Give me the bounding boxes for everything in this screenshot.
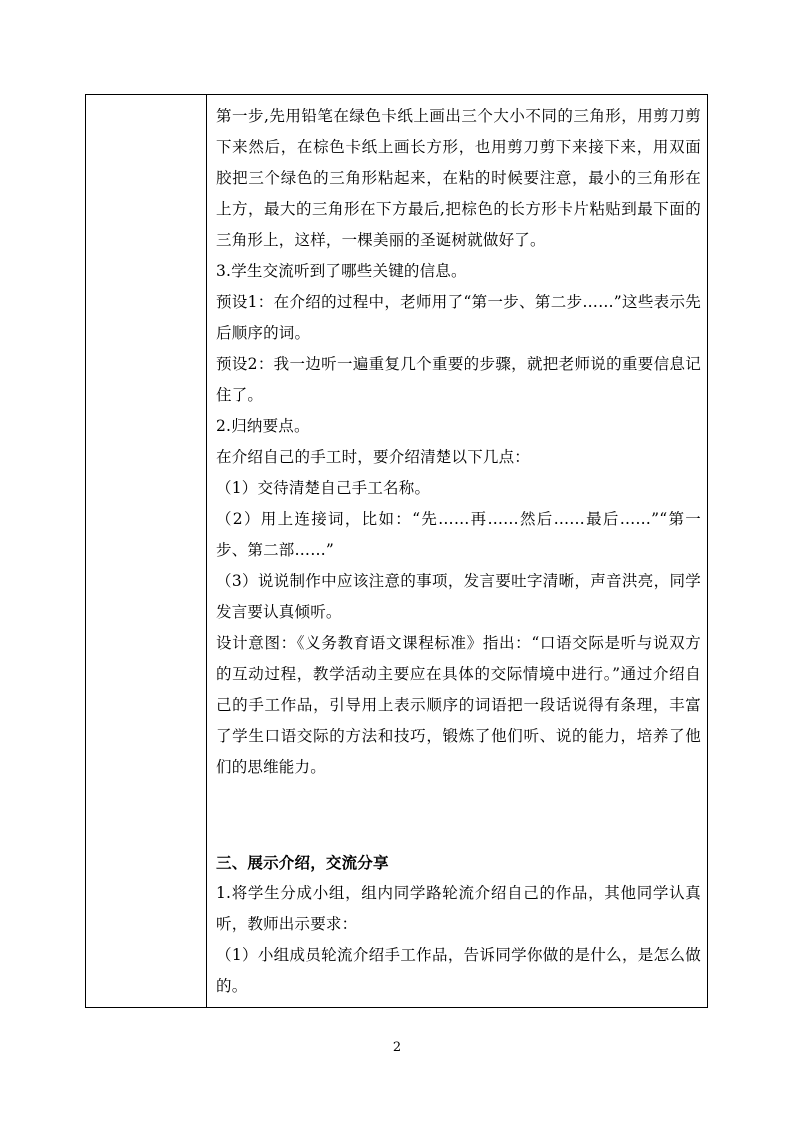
blank-spacer	[216, 783, 701, 847]
paragraph-group-task: 1.将学生分成小组，组内同学路轮流介绍自己的作品，其他同学认真听，教师出示要求：	[216, 884, 701, 933]
paragraph-design-intent: 设计意图：《义务教育语文课程标准》指出：“口语交际是听与说双方的互动过程，教学活动主要应在具体的交际情境中进行。”通过介绍自己的手工作品，引导用上表示顺序的词语把一段话说得有条理，丰富了学生口语交际的方法和技巧，锻炼了他们听、说的能力，培养了他们的思维能力。	[216, 634, 701, 776]
section-heading: 三、展示介绍，交流分享	[216, 853, 389, 872]
paragraph-preset-2: 预设2：我一边听一遍重复几个重要的步骤，就把老师说的重要信息记住了。	[216, 355, 701, 404]
paragraph-requirement-1: （1）小组成员轮流介绍手工作品，告诉同学你做的是什么，是怎么做的。	[216, 946, 701, 995]
paragraph-steps: 第一步,先用铅笔在绿色卡纸上画出三个大小不同的三角形，用剪刀剪下来然后，在棕色卡纸上画长方形，也用剪刀剪下来接下来，用双面胶把三个绿色的三角形粘起来，在粘的时候要注意，最小的三角形在上方，最大的三角形在下方最后,把棕色的长方形卡片粘贴到最下面的三角形上，这样，一棵美丽的圣诞树就做好了。	[216, 107, 701, 249]
paragraph-point-3: （3）说说制作中应该注意的事项，发言要吐字清晰，声音洪亮，同学发言要认真倾听。	[216, 572, 701, 621]
paragraph-point-2: （2）用上连接词，比如：“先……再……然后……最后……”“第一步、第二部……”	[216, 510, 701, 559]
lesson-table	[85, 94, 708, 1008]
paragraph-preset-1: 预设1：在介绍的过程中，老师用了“第一步、第二步……”这些表示先后顺序的词。	[216, 293, 701, 342]
page-number: 2	[392, 1040, 402, 1055]
paragraph-summary-intro: 在介绍自己的手工时，要介绍清楚以下几点：	[216, 448, 531, 466]
paragraph-summary-title: 2.归纳要点。	[216, 417, 310, 435]
table-right-column	[207, 95, 707, 1007]
table-left-column	[86, 95, 207, 1007]
paragraph-point-1: （1）交待清楚自己手工名称。	[216, 479, 431, 497]
paragraph-key-info: 3.学生交流听到了哪些关键的信息。	[216, 262, 467, 280]
